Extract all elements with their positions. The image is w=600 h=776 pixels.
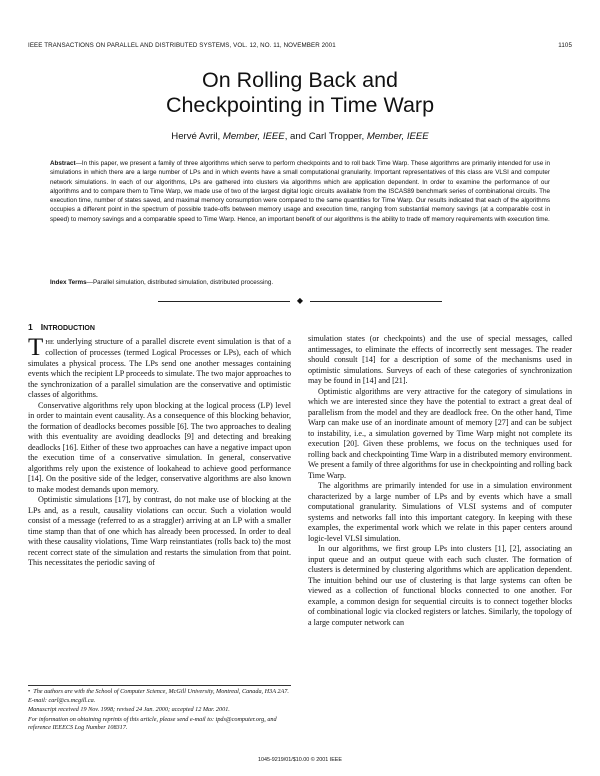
divider-line-left	[158, 301, 290, 302]
section-title-initial: I	[40, 322, 44, 332]
footnote-affiliation-text: The authors are with the School of Computer Science, McGill University, Montreal, Canada, H3A 2A7. E-mail: carl@cs.mcgill.ca.	[28, 688, 289, 704]
paragraph-text: underlying structure of a parallel discrete event simulation is that of a collection of processes (termed Logical Processes or LPs), each of which simulates a physical process. The LPs send one another messages containing events which the recipient LP proceeds to simulate. The two major approaches to the synchronization of a parallel simulation are the conservative and optimistic classes of algorithms.	[28, 336, 291, 399]
footnotes	[28, 685, 291, 734]
right-column	[308, 334, 572, 628]
running-header	[28, 42, 572, 49]
journal-header: IEEE TRANSACTIONS ON PARALLEL AND DISTRIBUTED SYSTEMS, VOL. 12, NO. 11, NOVEMBER 2001	[28, 42, 336, 49]
footnote-received	[28, 706, 291, 715]
author-2: , and Carl Tropper,	[284, 131, 367, 142]
divider-line-right	[310, 301, 442, 302]
left-column	[28, 322, 291, 569]
bullet-icon: •	[28, 688, 31, 695]
author-1-role: Member, IEEE	[222, 131, 285, 142]
paragraph: In our algorithms, we first group LPs into clusters [1], [2], associating an input queue and an output queue with each such cluster. The formation of clusters is determined by clustering algorithms which are application dependent. The intuition behind our use of clustering is that large systems can often be viewed as a collection of functional blocks connected to one another. For example, a common design for sequential circuits is to connect together blocks of combinational logic via clocked registers or latches. Similarly, the topology of a large computer network can	[308, 544, 572, 627]
title-line-1: On Rolling Back and	[202, 68, 398, 92]
abstract	[50, 159, 550, 224]
diamond-icon: ◆	[296, 296, 304, 305]
author-2-role: Member, IEEE	[366, 131, 429, 142]
index-terms-text: —Parallel simulation, distributed simulation, distributed processing.	[86, 279, 274, 286]
section-number: 1	[28, 322, 33, 332]
author-line	[0, 131, 600, 142]
paragraph: Optimistic simulations [17], by contrast, do not make use of blocking at the LPs and, as a result, causality violations can occur. Such a violation would consist of a message (referred to as a straggler) arriving at an LP with a smaller time stamp than that of one which has already been processed. In order to deal with these causality violations, Time Warp reinstantiates (rolls back to) the most recent correct state of the simulation and restarts the simulation from that point. This necessitates the periodic saving of	[28, 495, 291, 567]
copyright-footer: 1045-9219/01/$10.00 © 2001 IEEE	[258, 757, 342, 763]
abstract-text: —In this paper, we present a family of three algorithms which serve to perform checkpoints and to roll back Time Warp. These algorithms are primarily intended for use in simulations in which there are a large number of LPs and in which events have a small computational granularity. Important representatives of this class are VLSI and computer network simulations. In each of our algorithms, LPs are gathered into clusters via algorithms which are application dependent. In order to examine the performance of our algorithms and to compare them to Time Warp, we made use of two of the largest digital logic circuits available from the ISCAS89 benchmark series of combinational circuits. The execution time, number of states saved, and maximal memory consumption were compared to the same quantities for Time Warp. Our results indicated that each of the algorithms occupies a different point in the spectrum of possible trade-offs between memory usage and execution time, ranging from substantial memory savings (at a comparable cost in speed) to memory savings and a comparable speed to Time Warp. Hence, an important benefit of our algorithms is the ability to trade off memory requirements with execution time.	[50, 160, 550, 223]
page-number: 1105	[558, 42, 572, 49]
paragraph: Optimistic algorithms are very attractive for the category of simulations in which we are interested since they have the potential to extract a great deal of parallelism from the model and they are deadlock free. On the other hand, Time Warp can make use of an inordinate amount of memory [27] and can be subject to instability, i.e., a simulation governed by Time Warp might not complete its execution [20]. Given these problems, we focus on the techniques used for rolling back and checkpointing Time Warp in a distributed memory environment. We present a family of three algorithms for use in checkpointing and rolling back Time Warp.	[308, 386, 572, 480]
section-heading	[28, 322, 291, 335]
paragraph: Conservative algorithms rely upon blocking at the logical process (LP) level in order to maintain event causality. As a consequence of this blocking behavior, the formation of deadlocks becomes possible [6]. The two approaches to dealing with this eventuality are avoiding deadlocks [9] and detecting and breaking deadlocks [16]. Either of these two approaches can have a negative impact upon the execution time of a conservative simulation. In general, conservative algorithms rely upon the existence of lookahead to achieve good performance [14]. On the positive side of the ledger, conservative algorithms are also known to make modest demands upon memory.	[28, 400, 291, 494]
drop-cap: T	[28, 333, 44, 361]
paragraph: simulation states (or checkpoints) and the use of special messages, called antimessages, to eliminate the effects of incorrectly sent messages. The reader should consult [14] for a description of some of the mechanisms used in optimistic simulations. Surveys of each of these categories of synchronization may be found in [14] and [21].	[308, 334, 572, 385]
footnote-affiliation	[28, 688, 291, 705]
abstract-label: Abstract	[50, 160, 76, 167]
footnote-reprints-text: For information on obtaining reprints of this article, please send e-mail to: tpds@computer.org, and reference IEEECS Log Number 108317.	[28, 715, 277, 731]
index-terms	[50, 278, 550, 287]
author-1: Hervé Avril,	[171, 131, 223, 142]
footnote-received-text: Manuscript received 19 Nov. 1998; revised 24 Jan. 2000; accepted 12 Mar. 2001.	[28, 706, 230, 713]
title-line-2: Checkpointing in Time Warp	[165, 93, 435, 117]
smallcaps-lead: HE	[45, 338, 55, 346]
section-divider	[0, 297, 600, 305]
paper-title	[0, 68, 600, 118]
index-terms-label: Index Terms	[50, 279, 87, 286]
section-title-rest: NTRODUCTION	[43, 325, 95, 332]
paragraph	[28, 333, 291, 401]
paragraph: The algorithms are primarily intended for use in a simulation environment characterized by a large number of LPs and by events which have a small computational granularity. Simulations of VLSI systems and of computer systems and networks fall into this important category. In keeping with these examples, the experimental work which we relate in this paper centers around logic-level VLSI simulation.	[308, 481, 572, 543]
footnote-reprints	[28, 716, 291, 733]
